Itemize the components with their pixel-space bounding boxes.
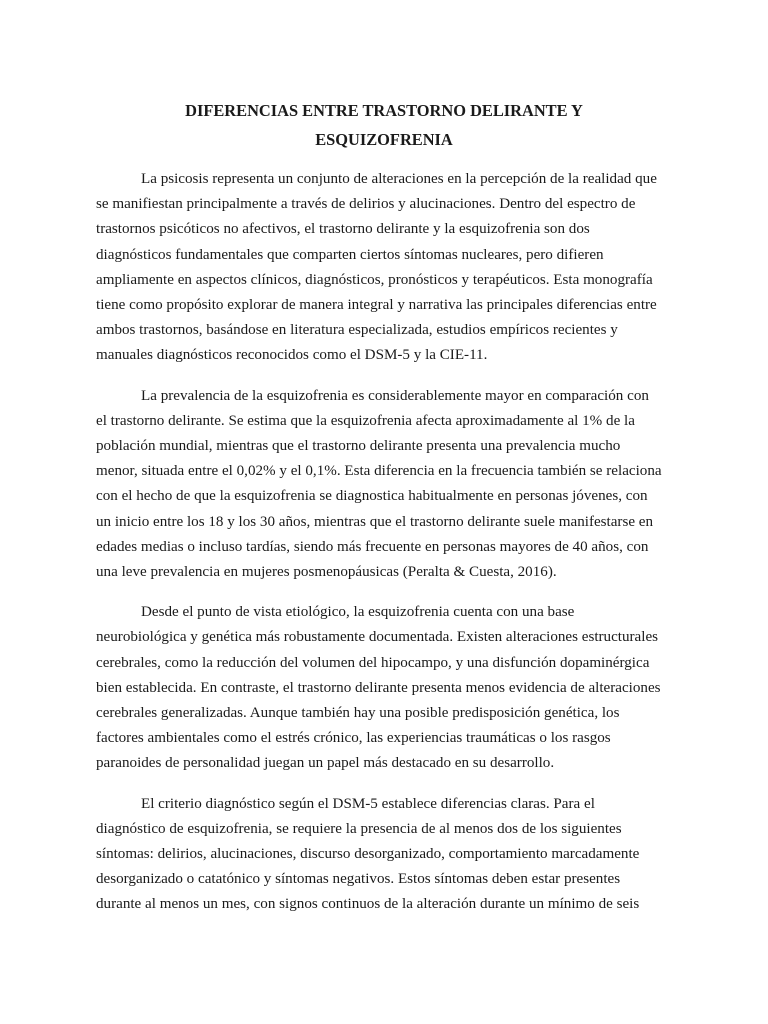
text-line: se manifiestan principalmente a través de delirios y alucinaciones. Dentro del espectro de — [96, 196, 636, 213]
text-line: ambos trastornos, basándose en literatura especializada, estudios empíricos recientes y — [96, 322, 618, 339]
text-line: manuales diagnósticos reconocidos como el DSM-5 y la CIE-11. — [96, 347, 488, 364]
text-line: un inicio entre los 18 y los 30 años, mientras que el trastorno delirante suele manifestarse en — [96, 513, 654, 530]
text-line: durante al menos un mes, con signos continuos de la alteración durante un mínimo de seis — [96, 896, 640, 913]
text-line: El criterio diagnóstico según el DSM-5 establece diferencias claras. Para el — [141, 795, 595, 812]
paragraph — [96, 384, 676, 586]
text-line: el trastorno delirante. Se estima que la esquizofrenia afecta aproximadamente al 1% de la — [96, 412, 635, 429]
text-line: diagnósticos fundamentales que comparten ciertos síntomas nucleares, pero difieren — [96, 246, 604, 263]
text-line: cerebrales, como la reducción del volumen del hipocampo, y una disfunción dopaminérgica — [96, 654, 650, 671]
text-line: bien establecida. En contraste, el trastorno delirante presenta menos evidencia de alteraciones — [96, 679, 661, 696]
text-line: una leve prevalencia en mujeres posmenopáusicas (Peralta & Cuesta, 2016). — [96, 564, 557, 581]
text-line: población mundial, mientras que el trastorno delirante presenta una prevalencia mucho — [96, 438, 621, 455]
text-line: desorganizado o catatónico y síntomas negativos. Estos síntomas deben estar presentes — [96, 871, 621, 888]
text-line: edades medias o incluso tardías, siendo más frecuente en personas mayores de 40 años, con — [96, 538, 649, 555]
text-line: con el hecho de que la esquizofrenia se diagnostica habitualmente en personas jóvenes, con — [96, 488, 648, 505]
document-body — [96, 167, 676, 933]
text-line: ampliamente en aspectos clínicos, diagnósticos, pronósticos y terapéuticos. Esta monografía — [96, 271, 653, 288]
text-line: La psicosis representa un conjunto de alteraciones en la percepción de la realidad que — [141, 171, 657, 187]
paragraph — [96, 600, 676, 776]
text-line: trastornos psicóticos no afectivos, el trastorno delirante y la esquizofrenia son dos — [96, 221, 590, 238]
text-line: La prevalencia de la esquizofrenia es considerablemente mayor en comparación con — [141, 387, 649, 404]
text-line: Desde el punto de vista etiológico, la esquizofrenia cuenta con una base — [141, 604, 575, 621]
text-line: factores ambientales como el estrés crónico, las experiencias traumáticas o los rasgos — [96, 730, 611, 747]
paragraph — [96, 167, 676, 369]
text-line: síntomas: delirios, alucinaciones, discurso desorganizado, comportamiento marcadamente — [96, 846, 640, 863]
text-line: paranoides de personalidad juegan un papel más destacado en su desarrollo. — [96, 755, 555, 772]
title-line: DIFERENCIAS ENTRE TRASTORNO DELIRANTE Y — [185, 101, 583, 120]
text-line: cerebrales generalizadas. Aunque también hay una posible predisposición genética, los — [96, 705, 620, 722]
text-line: tiene como propósito explorar de manera integral y narrativa las principales diferencias entre — [96, 297, 657, 314]
paragraph — [96, 792, 676, 918]
text-line: neurobiológica y genética más robustamente documentada. Existen alteraciones estructurales — [96, 629, 659, 646]
title-line: ESQUIZOFRENIA — [315, 130, 453, 149]
text-line: menor, situada entre el 0,02% y el 0,1%. Esta diferencia en la frecuencia también se relaciona — [96, 463, 662, 480]
text-line: diagnóstico de esquizofrenia, se requiere la presencia de al menos dos de los siguientes — [96, 820, 622, 837]
document-title — [96, 96, 672, 154]
